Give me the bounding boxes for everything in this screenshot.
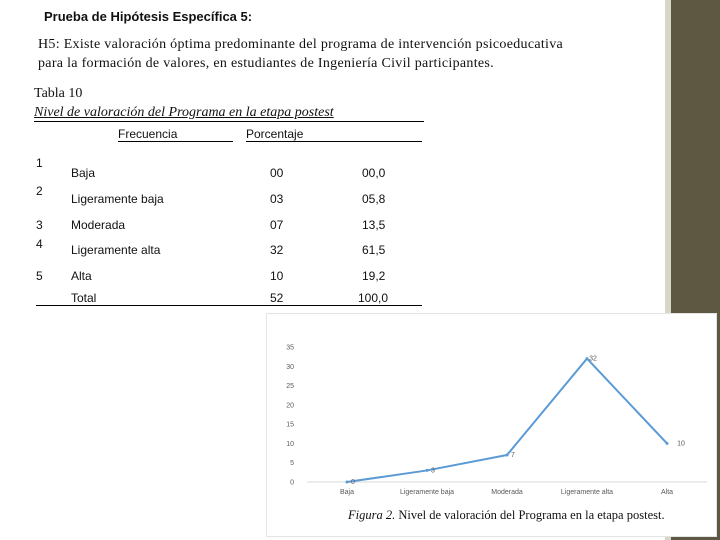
figure-caption-text: Nivel de valoración del Programa en la etapa postest. <box>395 508 665 522</box>
y-tick-label: 20 <box>286 402 294 410</box>
row-percentage: 19,2 <box>362 269 386 283</box>
slide-title: Prueba de Hipótesis Específica 5: <box>44 9 253 24</box>
hypothesis-text <box>38 35 648 73</box>
row-index: 2 <box>36 184 43 198</box>
header-rule-percentage <box>246 141 422 142</box>
row-level: Ligeramente baja <box>71 192 164 206</box>
data-point <box>666 442 669 445</box>
row-frequency: 07 <box>270 218 284 232</box>
row-level: Baja <box>71 166 96 180</box>
row-index: 3 <box>36 218 43 232</box>
y-tick-label: 10 <box>286 440 294 448</box>
data-point <box>346 481 349 484</box>
row-percentage: 13,5 <box>362 218 386 232</box>
row-percentage: 00,0 <box>362 166 386 180</box>
data-label: 32 <box>589 355 597 363</box>
series-line <box>347 359 667 482</box>
row-index: 1 <box>36 156 43 170</box>
column-header-frequency: Frecuencia <box>118 127 178 141</box>
data-label: 0 <box>351 479 355 486</box>
figure-label: Figura 2. <box>348 508 396 522</box>
table-title: Nivel de valoración del Programa en la etapa postest <box>34 105 334 120</box>
total-label: Total <box>71 291 97 305</box>
row-level: Ligeramente alta <box>71 243 161 257</box>
x-tick-label: Ligeramente baja <box>399 489 455 496</box>
y-tick-label: 5 <box>290 460 294 468</box>
chart-container <box>266 313 717 537</box>
data-point <box>506 454 509 457</box>
data-point <box>426 469 429 472</box>
hypothesis-line-1: H5: Existe valoración óptima predominante del programa de intervención psicoeducativa <box>38 37 564 52</box>
y-tick-label: 30 <box>286 363 294 371</box>
column-header-percentage: Porcentaje <box>246 127 304 141</box>
x-tick-label: Baja <box>339 489 355 496</box>
header-rule-frequency <box>118 141 233 142</box>
row-frequency: 10 <box>270 269 284 283</box>
x-tick-label: Ligeramente alta <box>560 489 614 496</box>
row-percentage: 61,5 <box>362 243 386 257</box>
data-label: 3 <box>431 467 435 475</box>
data-label: 7 <box>511 452 515 459</box>
total-frequency: 52 <box>270 291 284 305</box>
row-frequency: 32 <box>270 243 284 257</box>
hypothesis-line-2: para la formación de valores, en estudiantes de Ingeniería Civil participantes. <box>38 56 494 71</box>
data-label: 10 <box>677 440 685 448</box>
y-tick-label: 25 <box>286 383 294 391</box>
row-level: Moderada <box>71 218 126 232</box>
x-tick-label: Moderada <box>491 489 523 496</box>
data-point <box>586 357 589 360</box>
row-index: 4 <box>36 237 43 251</box>
x-tick-label: Alta <box>660 489 674 496</box>
table-bottom-rule <box>36 305 422 306</box>
y-tick-label: 35 <box>286 344 294 352</box>
row-percentage: 05,8 <box>362 192 386 206</box>
line-chart <box>267 314 716 536</box>
table-top-rule <box>34 121 424 122</box>
row-frequency: 00 <box>270 166 284 180</box>
total-percentage: 100,0 <box>358 291 389 305</box>
table-number: Tabla 10 <box>34 86 83 101</box>
figure-caption <box>348 508 665 523</box>
y-tick-label: 15 <box>286 421 294 429</box>
row-frequency: 03 <box>270 192 284 206</box>
row-index: 5 <box>36 269 43 283</box>
y-tick-label: 0 <box>290 479 294 487</box>
row-level: Alta <box>71 269 92 283</box>
